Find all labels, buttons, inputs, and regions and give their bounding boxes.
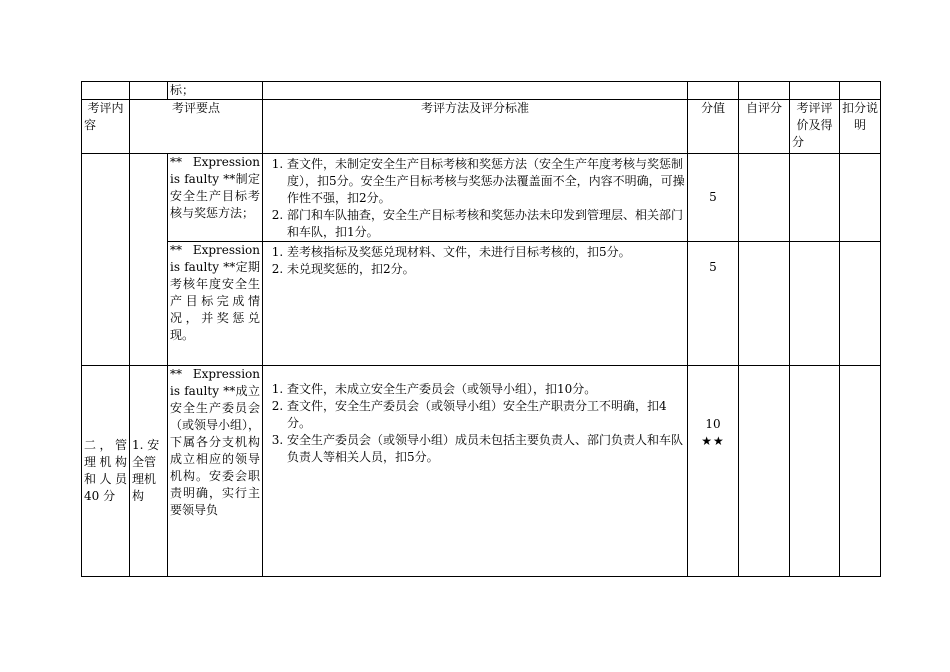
cell-empty: [130, 154, 168, 366]
deduction-note-cell: [840, 366, 881, 577]
header-self-score: 自评分: [739, 100, 790, 154]
cell-empty: [739, 82, 790, 100]
cell-empty: [82, 154, 130, 366]
score-value: 5: [688, 154, 739, 242]
criteria-list: [265, 244, 685, 278]
star-rating: ★★: [701, 434, 725, 448]
table-row: [82, 242, 881, 366]
evaluation-point: ** Expression is faulty **定期考核年度安全生产目标完成情况，并奖惩兑现。: [168, 242, 263, 366]
criteria-item: 3. 安全生产委员会（或领导小组）成员未包括主要负责人、部门负责人和车队负责人等相关人员，扣5分。: [287, 432, 685, 466]
evaluation-cell: [790, 154, 840, 242]
criteria-cell: [263, 242, 688, 366]
evaluation-cell: [790, 366, 840, 577]
score-value: 10: [705, 417, 721, 431]
self-score-cell: [739, 366, 790, 577]
evaluation-point: ** Expression is faulty **制定安全生产目标考核与奖惩方法；: [168, 154, 263, 242]
header-deduction-note: 扣分说明: [840, 100, 881, 154]
evaluation-cell: [790, 242, 840, 366]
criteria-item: 1. 查文件，未成立安全生产委员会（或领导小组），扣10分。: [287, 381, 685, 398]
self-score-cell: [739, 154, 790, 242]
cell-empty: [263, 82, 688, 100]
continuation-row: [82, 82, 881, 100]
header-evaluation: 考评评价及得分: [790, 100, 840, 154]
criteria-list: [265, 156, 685, 241]
criteria-cell: [263, 154, 688, 242]
deduction-note-cell: [840, 242, 881, 366]
score-value: 5: [688, 242, 739, 366]
header-content: 考评内容: [82, 100, 130, 154]
table-row: [82, 366, 881, 577]
criteria-item: 2. 未兑现奖惩的，扣2分。: [287, 261, 685, 278]
cell-empty: [130, 82, 168, 100]
sub-section-title: 1. 安全管理机构: [130, 366, 168, 577]
criteria-item: 1. 查文件，未制定安全生产目标考核和奖惩方法（安全生产年度考核与奖惩制度），扣5分。安全生产目标考核与奖惩办法覆盖面不全，内容不明确，可操作性不强，扣2分。: [287, 156, 685, 207]
section-title: 二，管理机构和人员 40 分: [82, 366, 130, 577]
self-score-cell: [739, 242, 790, 366]
header-score: 分值: [688, 100, 739, 154]
criteria-item: 1. 差考核指标及奖惩兑现材料、文件，未进行目标考核的，扣5分。: [287, 244, 685, 261]
evaluation-point: ** Expression is faulty **成立安全生产委员会（或领导小组），下属各分支机构成立相应的领导机构。安委会职责明确，实行主要领导负: [168, 366, 263, 577]
header-method: 考评方法及评分标准: [263, 100, 688, 154]
cell-empty: [688, 82, 739, 100]
deduction-note-cell: [840, 154, 881, 242]
criteria-cell: [263, 366, 688, 577]
table-row: [82, 154, 881, 242]
score-cell: [688, 366, 739, 577]
criteria-item: 2. 查文件，安全生产委员会（或领导小组）安全生产职责分工不明确，扣4分。: [287, 398, 685, 432]
cell-empty: [840, 82, 881, 100]
evaluation-table: [81, 81, 881, 577]
cell-empty: [82, 82, 130, 100]
criteria-list: [265, 381, 685, 466]
header-row: [82, 100, 881, 154]
criteria-item: 2. 部门和车队抽查，安全生产目标考核和奖惩办法未印发到管理层、相关部门和车队，扣1分。: [287, 207, 685, 241]
header-points: 考评要点: [130, 100, 263, 154]
point-tail: 标；: [168, 82, 263, 100]
cell-empty: [790, 82, 840, 100]
